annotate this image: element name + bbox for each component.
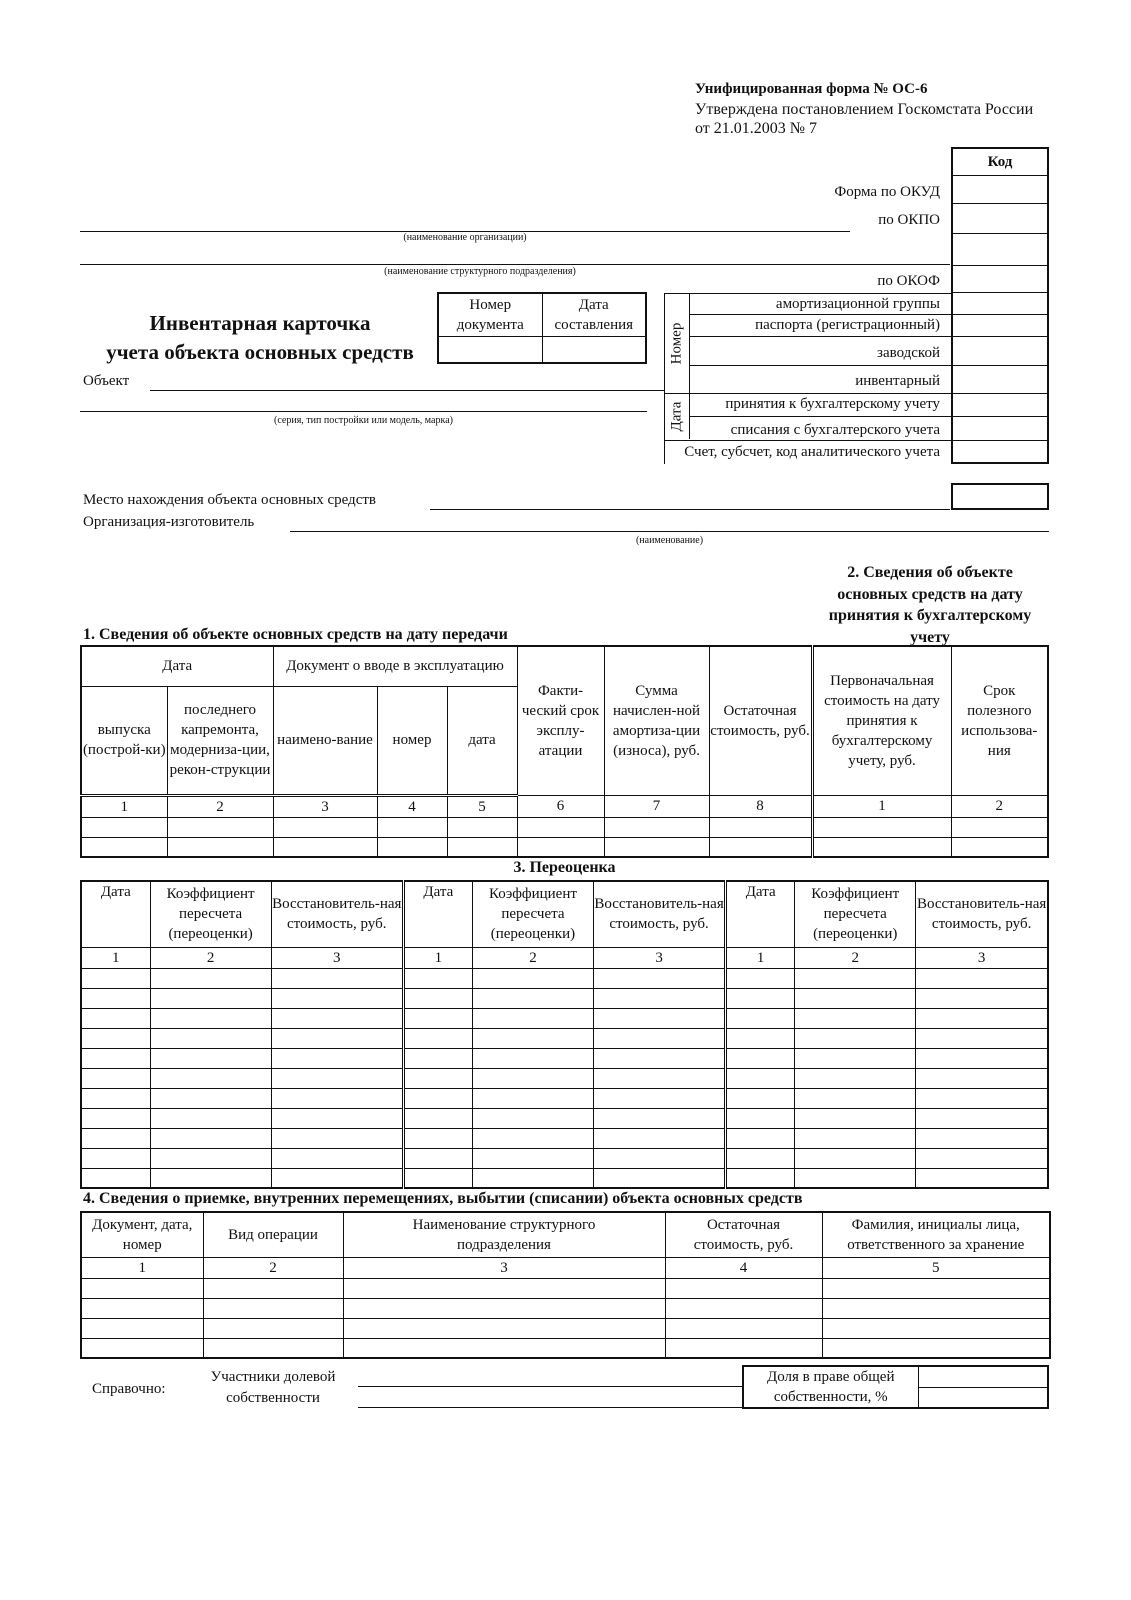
doc-number-table: [437, 292, 647, 364]
section1-title: 1. Сведения об объекте основных средств на дату передачи: [83, 626, 508, 643]
s4-doc: Документ, дата, номер: [81, 1212, 203, 1257]
table-row[interactable]: [81, 1148, 1048, 1168]
s3-restore-2: Восстановитель-ная стоимость, руб.: [594, 881, 726, 947]
approved-date: от 21.01.2003 № 7: [695, 120, 818, 137]
s1-colnum-row: 1 2 3 4 5 6 7 8 1 2: [81, 795, 1048, 817]
factory-label: заводской: [877, 345, 940, 361]
s3-restore-3: Восстановитель-ная стоимость, руб.: [916, 881, 1048, 947]
participants-label: Участники долевой собственности: [210, 1369, 336, 1406]
share-cell-2[interactable]: [918, 1387, 1048, 1408]
table-row[interactable]: [81, 1338, 1050, 1358]
okpo-label: по ОКПО: [878, 212, 940, 228]
object-label: Объект: [83, 373, 130, 389]
s2-useful-life: Срок полезного использова-ния: [951, 646, 1048, 795]
s4-operation: Вид операции: [203, 1212, 343, 1257]
reference-label: Справочно:: [92, 1381, 166, 1397]
share-cell-1[interactable]: [918, 1366, 1048, 1387]
object-line[interactable]: [150, 390, 664, 391]
table-row[interactable]: [81, 1028, 1048, 1048]
s1-doc-number: номер: [377, 686, 447, 795]
s4-dept: Наименование структурного подразделения: [343, 1212, 665, 1257]
doc-title-line1: Инвентарная карточка: [149, 311, 371, 335]
table-row[interactable]: [81, 968, 1048, 988]
participants-line-1[interactable]: [358, 1386, 742, 1387]
number-header: Номер документа: [438, 293, 542, 336]
table-row[interactable]: [81, 1008, 1048, 1028]
table-row[interactable]: [81, 1048, 1048, 1068]
table-row[interactable]: [81, 1298, 1050, 1318]
section4-table: [80, 1211, 1051, 1359]
nomer-vertical-label: Номер: [668, 322, 685, 364]
s3-coef-1: Коэффициент пересчета (переоценки): [150, 881, 271, 947]
doc-title-line2: учета объекта основных средств: [106, 340, 414, 364]
s1-last-repair: последнего капремонта, модерниза-ции, рекон-струкции: [167, 686, 273, 795]
section3-table: [80, 880, 1049, 1189]
s1-depreciation: Сумма начислен-ной амортиза-ции (износа), руб.: [604, 646, 709, 795]
s4-residual: Остаточная стоимость, руб.: [665, 1212, 822, 1257]
section3-title: 3. Переоценка: [513, 859, 616, 876]
table-row[interactable]: [81, 1278, 1050, 1298]
date-header: Дата составления: [542, 293, 646, 336]
s4-colnum-row: 1 2 3 4 5: [81, 1257, 1050, 1278]
share-label: Доля в праве общей собственности, %: [743, 1366, 918, 1408]
object-line-2[interactable]: [80, 411, 647, 412]
table-row[interactable]: [81, 1318, 1050, 1338]
s1-doc-name: наимено-вание: [273, 686, 377, 795]
doc-number-cell[interactable]: [438, 336, 542, 363]
location-label: Место нахождения объекта основных средств: [83, 492, 376, 508]
inventory-label: инвентарный: [855, 373, 940, 389]
s1-doc-group: Документ о вводе в эксплуатацию: [273, 646, 517, 686]
table-row[interactable]: [81, 1088, 1048, 1108]
s1-residual: Остаточная стоимость, руб.: [709, 646, 812, 795]
doc-date-cell[interactable]: [542, 336, 646, 363]
section4-title: 4. Сведения о приемке, внутренних перемещениях, выбытии (списании) объекта основных средств: [83, 1190, 803, 1207]
dept-caption: (наименование структурного подразделения): [384, 266, 576, 277]
manufacturer-caption: (наименование): [635, 535, 704, 546]
s3-date-2: Дата: [403, 881, 472, 947]
org-caption: (наименование организации): [403, 232, 527, 243]
account-label: Счет, субсчет, код аналитического учета: [684, 444, 940, 460]
s1-actual-life: Факти-ческий срок эксплу-атации: [517, 646, 604, 795]
table-row[interactable]: [81, 988, 1048, 1008]
s2-initial-cost: Первоначальная стоимость на дату принятия к бухгалтерскому учету, руб.: [812, 646, 951, 795]
amort-group-label: амортизационной группы: [775, 296, 940, 312]
s4-person: Фамилия, инициалы лица, ответственного за хранение: [822, 1212, 1050, 1257]
manufacturer-label: Организация-изготовитель: [83, 514, 255, 530]
section2-title: 2. Сведения об объекте основных средств на дату принятия к бухгалтерскому учету: [828, 564, 1032, 646]
location-line[interactable]: [430, 509, 950, 510]
s1-date-group: Дата: [81, 646, 273, 686]
form-title: Унифицированная форма № ОС-6: [695, 81, 928, 97]
location-code-cell[interactable]: [951, 483, 1049, 510]
written-off-label: списания с бухгалтерского учета: [730, 422, 940, 438]
kod-header: Код: [987, 154, 1013, 170]
manufacturer-line[interactable]: [290, 531, 1049, 532]
data-vertical-label: Дата: [668, 401, 684, 432]
s1-release: выпуска (построй-ки): [81, 686, 167, 795]
approved-text: Утверждена постановлением Госкомстата России: [695, 101, 1034, 118]
dept-name-line[interactable]: [80, 264, 950, 265]
table-row[interactable]: [81, 837, 1048, 857]
participants-line-2[interactable]: [358, 1407, 742, 1408]
object-caption: (серия, тип постройки или модель, марка): [274, 415, 453, 426]
passport-label: паспорта (регистрационный): [755, 317, 940, 333]
accepted-label: принятия к бухгалтерскому учету: [725, 396, 940, 412]
table-row[interactable]: [81, 1128, 1048, 1148]
okud-label: Форма по ОКУД: [834, 184, 940, 200]
share-table: [742, 1365, 1049, 1409]
s3-colnum-row: 1 2 3 1 2 3 1 2 3: [81, 947, 1048, 968]
s3-coef-3: Коэффициент пересчета (переоценки): [795, 881, 916, 947]
s3-restore-1: Восстановитель-ная стоимость, руб.: [271, 881, 403, 947]
section1-table: [80, 645, 1049, 858]
table-row[interactable]: [81, 1108, 1048, 1128]
s3-date-3: Дата: [726, 881, 795, 947]
okof-label: по ОКОФ: [877, 273, 940, 289]
s3-date-1: Дата: [81, 881, 150, 947]
table-row[interactable]: [81, 1168, 1048, 1188]
table-row[interactable]: [81, 817, 1048, 837]
s3-coef-2: Коэффициент пересчета (переоценки): [472, 881, 593, 947]
s1-doc-date: дата: [447, 686, 517, 795]
table-row[interactable]: [81, 1068, 1048, 1088]
